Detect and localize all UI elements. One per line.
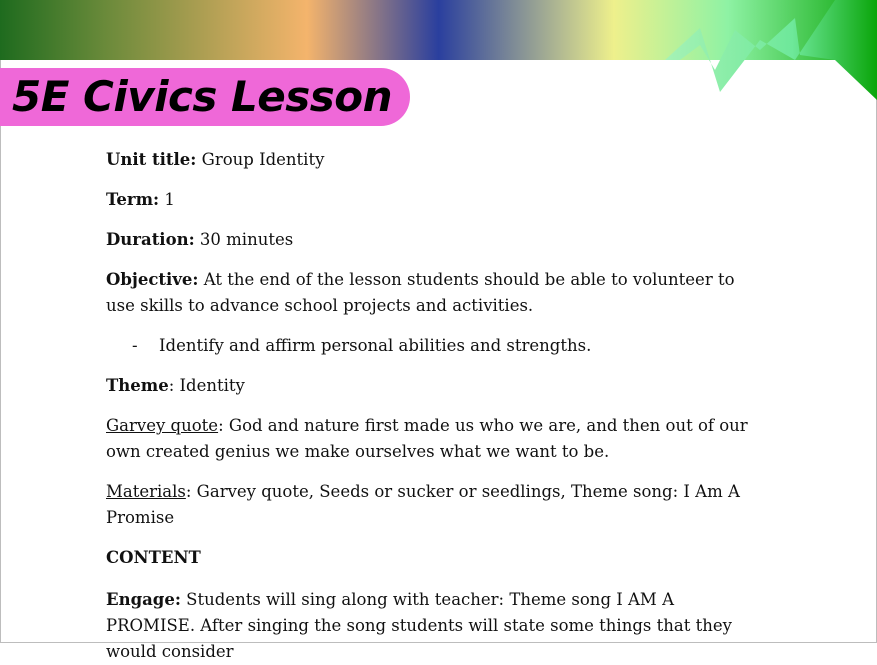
duration-line [106, 227, 766, 253]
materials-line [106, 479, 766, 531]
objective-value: At the end of the lesson students should be able to volunteer to use skills to advance school projects and activities. [106, 270, 735, 315]
list-item [132, 333, 766, 359]
page-title: 5E Civics Lesson [12, 72, 393, 121]
engage-value: Students will sing along with teacher: Theme song I AM A PROMISE. After singing the song students will state some things that they would consider [106, 590, 732, 661]
materials-value: : Garvey quote, Seeds or sucker or seedlings, Theme song: I Am A Promise [106, 482, 740, 527]
theme-line [106, 373, 766, 399]
materials-label: Materials [106, 482, 186, 501]
objective-label: Objective: [106, 270, 199, 289]
theme-label: Theme [106, 376, 169, 395]
unit-title-value: Group Identity [196, 150, 325, 169]
engage-line [106, 587, 766, 665]
engage-label: Engage: [106, 590, 181, 609]
unit-title-line [106, 147, 766, 173]
term-label: Term: [106, 190, 160, 209]
duration-value: 30 minutes [194, 230, 294, 249]
garvey-quote-label: Garvey quote [106, 416, 219, 435]
objective-line [106, 267, 766, 319]
garvey-quote-line [106, 413, 766, 465]
unit-title-label: Unit title: [106, 150, 197, 169]
term-value: 1 [159, 190, 175, 209]
garvey-quote-value: : God and nature first made us who we are, and then out of our own created genius we make ourselves what we want to be. [106, 416, 748, 461]
lesson-content [106, 147, 766, 665]
bullet-text: Identify and affirm personal abilities and strengths. [159, 336, 592, 355]
theme-value: : Identity [168, 376, 245, 395]
bullet-marker: - [132, 336, 138, 355]
term-line [106, 187, 766, 213]
content-heading: CONTENT [106, 548, 201, 567]
duration-label: Duration: [106, 230, 195, 249]
